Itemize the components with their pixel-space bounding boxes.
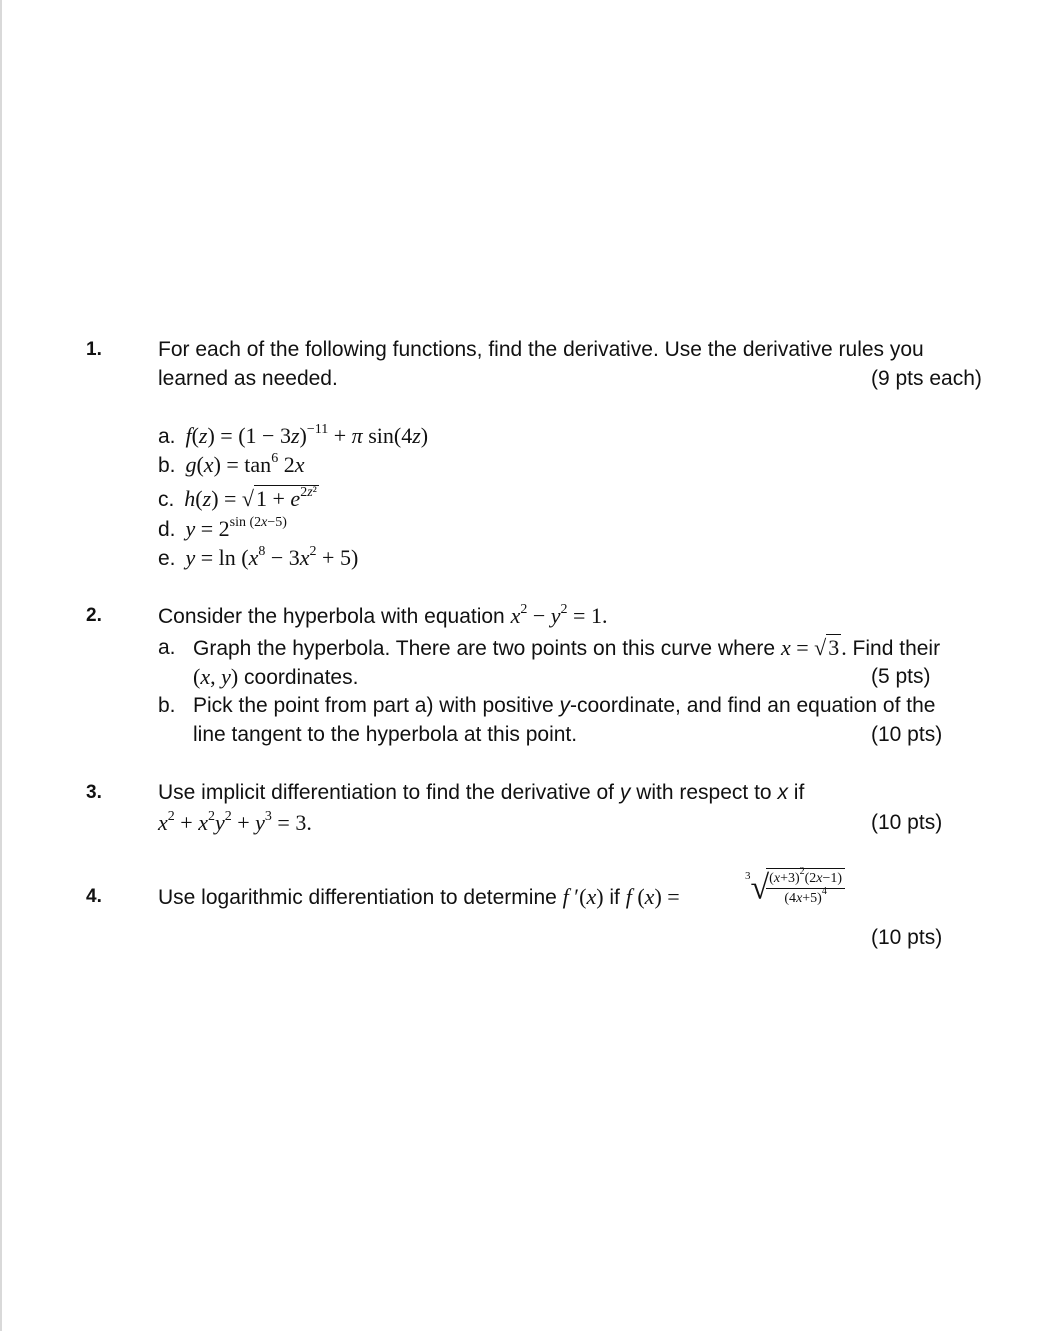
q1-prompt-line2: learned as needed. xyxy=(158,367,338,390)
q2a-text: Graph the hyperbola. There are two points on this curve where xyxy=(193,637,776,660)
q2a-line1 xyxy=(193,635,940,662)
q1-prompt-line1: For each of the following functions, find the derivative. Use the derivative rules you xyxy=(158,338,924,361)
q2-prompt-text: Consider the hyperbola with equation xyxy=(158,605,505,628)
q4-cube-root-expression: $^3$√ $\frac{(x+3)^2(2x-1)}{(4x+5)^4}$ xyxy=(745,868,845,909)
q4-fx: f (x) = xyxy=(625,884,680,909)
page-left-edge xyxy=(0,0,2,1331)
q1-part-d xyxy=(158,516,287,542)
q4-prompt xyxy=(158,884,680,911)
q1-part-e-formula: $y = \ln (x^8 - 3x^2 + 5)$ xyxy=(185,543,359,570)
q4-points: (10 pts) xyxy=(871,926,943,949)
q2b-y-var: y xyxy=(559,694,570,717)
q3-prompt xyxy=(158,780,804,806)
q1-part-c-formula: $h(z) = √1 + e^{2z^2}$ xyxy=(184,484,317,511)
q1-part-a-formula: $f(z) = (1 - 3z)^{-11} + \pi$ sin(4z) xyxy=(185,421,429,448)
q2-equation: $x^2 - y^2 = 1$. xyxy=(510,601,608,628)
q1-part-c xyxy=(158,486,319,512)
q2b-label: b. xyxy=(158,694,176,717)
q1-part-b-formula: $g(x) = \tan^6 2x$ xyxy=(185,450,305,477)
q1-part-a-label: a. xyxy=(158,425,176,448)
q2-number: 2. xyxy=(86,605,102,626)
q1-part-b-label: b. xyxy=(158,454,176,477)
q2b-line2: line tangent to the hyperbola at this point. xyxy=(193,723,578,746)
q2b-text-pre: Pick the point from part a) with positive xyxy=(193,694,554,717)
q3-prompt-pre: Use implicit differentiation to find the derivative of xyxy=(158,781,615,804)
q4-fprime: f ′(x) xyxy=(562,884,604,909)
q3-equation: $x^2 + x^2y^2 + y^3 = 3$. xyxy=(158,808,312,835)
q1-part-d-label: d. xyxy=(158,518,176,541)
q1-part-b xyxy=(158,452,304,478)
q1-part-e-label: e. xyxy=(158,547,176,570)
q2-prompt xyxy=(158,603,607,630)
q1-part-c-label: c. xyxy=(158,488,175,511)
q2a-points: (5 pts) xyxy=(871,665,931,688)
q2b-points: (10 pts) xyxy=(871,723,943,746)
q1-part-d-formula: $y = 2^{sin (2x-5)}$ xyxy=(185,514,287,541)
q3-x-var: x xyxy=(777,781,788,804)
q2b-text-post: -coordinate, and find an equation of the xyxy=(570,694,936,717)
q1-part-e xyxy=(158,545,358,571)
q3-prompt-post: if xyxy=(793,781,805,804)
q2a-line2 xyxy=(193,664,358,691)
q3-number: 3. xyxy=(86,782,102,803)
q3-prompt-mid: with respect to xyxy=(636,781,772,804)
q3-points: (10 pts) xyxy=(871,811,943,834)
q3-y-var: y xyxy=(619,781,631,804)
q4-number: 4. xyxy=(86,886,102,907)
q2a-label: a. xyxy=(158,636,176,659)
q1-part-a xyxy=(158,423,428,449)
q4-prompt-pre: Use logarithmic differentiation to determine xyxy=(158,886,557,909)
q2a-text-end: Find their xyxy=(852,637,941,660)
q1-number: 1. xyxy=(86,339,102,360)
q4-prompt-mid: if xyxy=(609,886,620,909)
q2a-condition: x = √3. xyxy=(780,635,847,660)
q2a-xy: (x, y) xyxy=(193,664,239,689)
q2b-line1 xyxy=(193,693,935,719)
q1-points: (9 pts each) xyxy=(871,367,982,390)
q2a-line2-text: coordinates. xyxy=(244,666,359,689)
